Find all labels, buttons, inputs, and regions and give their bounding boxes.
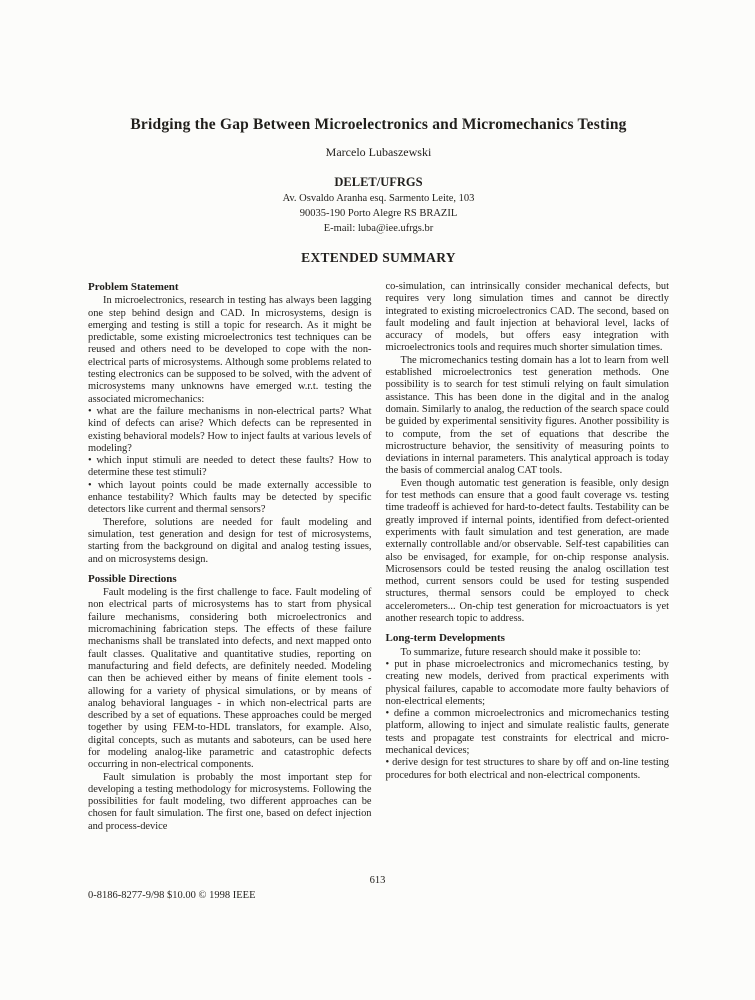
paragraph: To summarize, future research should make it possible to: bbox=[400, 646, 641, 658]
address-line-1: Av. Osvaldo Aranha esq. Sarmento Leite, 103 bbox=[282, 193, 475, 204]
affiliation: DELET/UFRGS bbox=[334, 175, 423, 189]
paper-header bbox=[88, 116, 669, 266]
subsection-heading: Problem Statement bbox=[88, 281, 179, 293]
paragraph-continued: co-simulation, can intrinsically consider mechanical defects, but requires very long simulation times and cannot be directly integrated to existing microelectronics CAD. The second, based on fault modeling and fault injection at behavioral level, lacks of accuracy of models, but offers easy integration with microelectronics tools and requires much shorter simulation times. bbox=[385, 281, 669, 354]
paragraph: Fault modeling is the first challenge to face. Fault modeling of non electrical parts of microsystems has to start from physical failure mechanisms, considering both microelectronics and micromachining fabrication steps. The effects of these failure mechanisms shall be translated into defects, and next mapped onto fault classes. Qualitative and quantitative studies, reporting on manufacturing and field defects, are definitely needed. Modeling can then be achieved either by means of finite element tools - allowing for a variety of physical simulations, or by means of analog behavioral languages - in which non-electrical parts are described by a set of equations. These approaches could be merged together by using FEM-to-HDL translators, for example. Also, digital concepts, such as mutants and saboteurs, can be used here for modeling analog-like parametric and catastrophic defects occurring in non-electrical components. bbox=[88, 587, 372, 771]
author-name: Marcelo Lubaszewski bbox=[325, 145, 432, 159]
page-number: 613 bbox=[369, 875, 386, 886]
page-content bbox=[88, 116, 669, 833]
address-line-2: 90035-190 Porto Alegre RS BRAZIL bbox=[299, 208, 458, 219]
paragraph: Even though automatic test generation is feasible, only design for test methods can ensure that a good fault coverage vs. testing time tradeoff is achieved for hard-to-detect faults. Testability can be greatly improved if internal points, identified from defect-oriented experiments with fault simulation and test generation, are made externally controllable and/or observable. Self-test capabilities can also be envisaged, for example, for on-chip response analysis. Microsensors could be tested reusing the analog oscillation test method, current sensors could be used for testing suspended structures, thermal sensors could be employed to check accelerometers... On-chip test generation for microactuators is yet another research topic to address. bbox=[385, 477, 669, 625]
email-line: E-mail: luba@iee.ufrgs.br bbox=[323, 223, 434, 234]
paragraph: In microelectronics, research in testing has always been lagging one step behind design and CAD. In microsystems, design is emerging and testing is still a topic for research. As it might be predictable, some existing microelectronics test techniques can be reused and others need to be developed to cope with the non-electrical parts of microsystems. Although some problems related to testing electronics can be supposed to be solved, with the advent of microsystems many unknowns have emerged w.r.t. testing the associated micromechanics: bbox=[88, 295, 372, 405]
copyright-notice: 0-8186-8277-9/98 $10.00 © 1998 IEEE bbox=[88, 890, 256, 901]
page-title: Bridging the Gap Between Microelectronics and Micromechanics Testing bbox=[130, 116, 627, 133]
summary-heading: EXTENDED SUMMARY bbox=[301, 250, 456, 265]
right-column bbox=[386, 281, 670, 833]
bullet-item: • put in phase microelectronics and micromechanics testing, by creating new models, derived from practical experiments with physical failures, capable to accomodate more faulty behaviors of non-electrical elements; bbox=[385, 658, 669, 707]
bullet-item: • derive design for test structures to share by off and on-line testing procedures for both electrical and non-electrical components. bbox=[385, 757, 669, 781]
bullet-item: • which input stimuli are needed to detect these faults? How to determine these test stimuli? bbox=[88, 455, 372, 479]
paragraph: Therefore, solutions are needed for fault modeling and simulation, test generation and design for test of microsystems, starting from the background on digital and analog testing issues, and on microsystems design. bbox=[88, 516, 372, 565]
bullet-item: • define a common microelectronics and micromechanics testing platform, allowing to inject and simulate realistic faults, generate tests and propagate test constraints for electrical and micro-mechanical devices; bbox=[385, 708, 669, 756]
bullet-item: • which layout points could be made externally accessible to enhance testability? Which faults may be detected by specific detectors like current and thermal sensors? bbox=[88, 479, 372, 516]
subsection-heading: Possible Directions bbox=[88, 572, 177, 585]
subsection-heading: Long-term Developments bbox=[385, 632, 505, 645]
paragraph: Fault simulation is probably the most important step for developing a testing methodology for microsystems. Following the possibilities for fault modeling, two different approaches can be chosen for fault simulation. The first one, based on defect injection and process-device bbox=[88, 771, 372, 832]
paragraph: The micromechanics testing domain has a lot to learn from well established microelectronics test generation methods. One possibility is to search for test stimuli relying on fault simulation assistance. This has been done in the digital and in the analog domain. Similarly to analog, the reduction of the search space could be guided by experimental sensitivity figures. Another possibility is to compute, from the set of equations that describe the microstructure behavior, the sensitivity of measuring points to deviations in internal parameters. This analytical approach is today the basis of commercial analog CAT tools. bbox=[385, 354, 669, 477]
two-column-body bbox=[88, 281, 669, 833]
bullet-item: • what are the failure mechanisms in non-electrical parts? What kind of defects can arise? Which defects can be represented in existing behavioral models? How to inject faults at various levels of modeling? bbox=[88, 405, 372, 454]
left-column bbox=[88, 281, 372, 833]
